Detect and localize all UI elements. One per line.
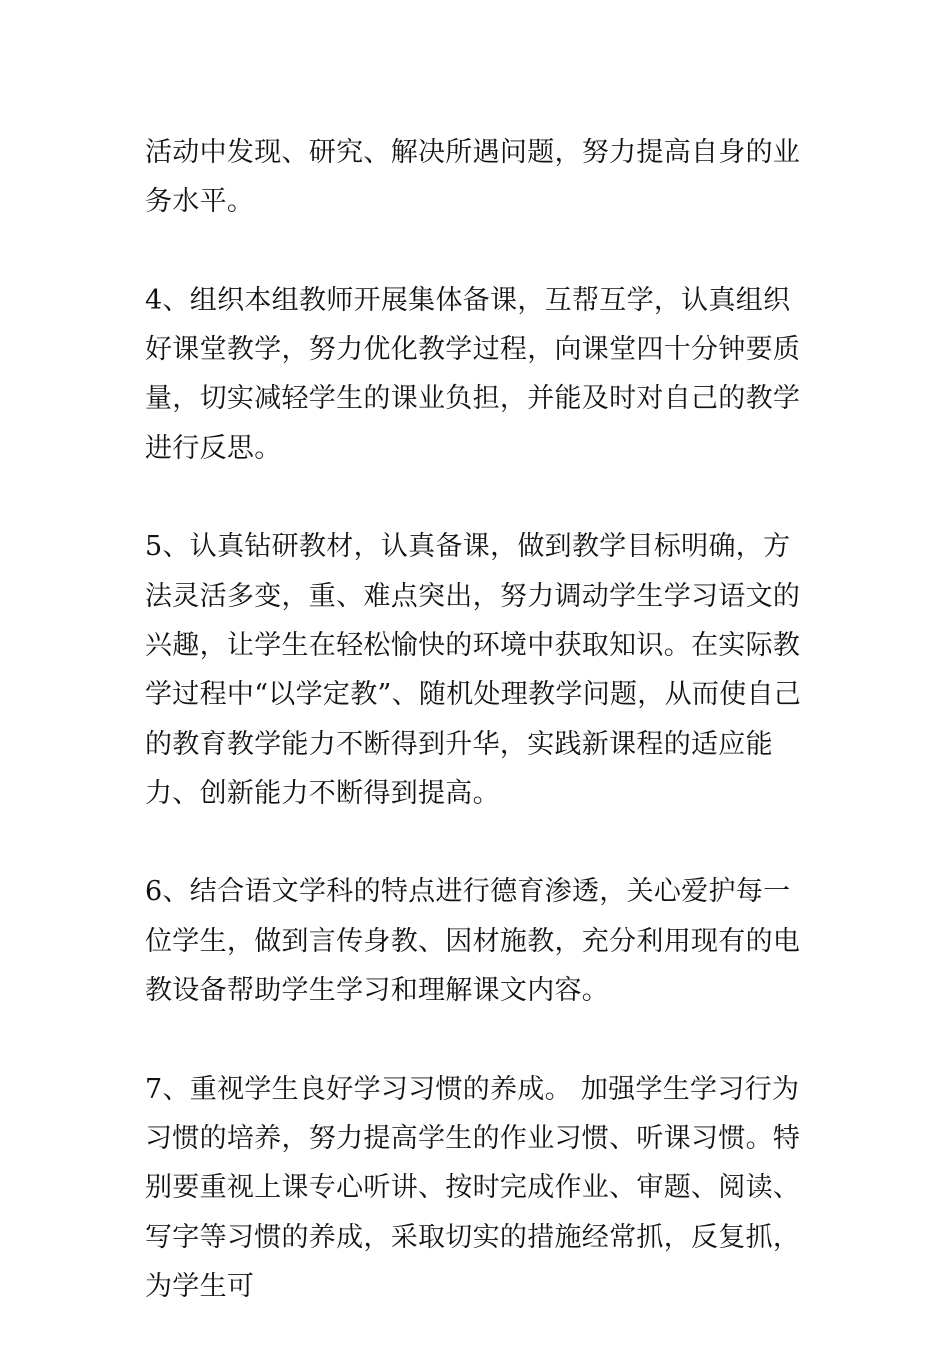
paragraph-item-6: 6、结合语文学科的特点进行德育渗透，关心爱护每一位学生，做到言传身教、因材施教，充分利用现有的电教设备帮助学生学习和理解课文内容。 bbox=[145, 876, 801, 1007]
document-body bbox=[145, 128, 810, 1360]
paragraph-item-5: 5、认真钻研教材，认真备课，做到教学目标明确，方法灵活多变，重、难点突出，努力调动学生学习语文的兴趣，让学生在轻松愉快的环境中获取知识。在实际教学过程中“以学定教”、随机处理教学问题，从而使自己的教育教学能力不断得到升华，实践新课程的适应能力、创新能力不断得到提高。 bbox=[145, 531, 802, 809]
paragraph-item-4: 4、组织本组教师开展集体备课，互帮互学，认真组织好课堂教学，努力优化教学过程，向课堂四十分钟要质量，切实减轻学生的课业负担，并能及时对自己的教学进行反思。 bbox=[145, 284, 801, 464]
paragraph-continuation: 活动中发现、研究、解决所遇问题，努力提高自身的业务水平。 bbox=[145, 137, 801, 218]
paragraph-item-7: 7、重视学生良好学习习惯的养成。 加强学生学习行为习惯的培养，努力提高学生的作业习惯、听课习惯。特别要重视上课专心听讲、按时完成作业、审题、阅读、写字等习惯的养成，采取切实的措施经常抓，反复抓，为学生可 bbox=[145, 1073, 801, 1302]
